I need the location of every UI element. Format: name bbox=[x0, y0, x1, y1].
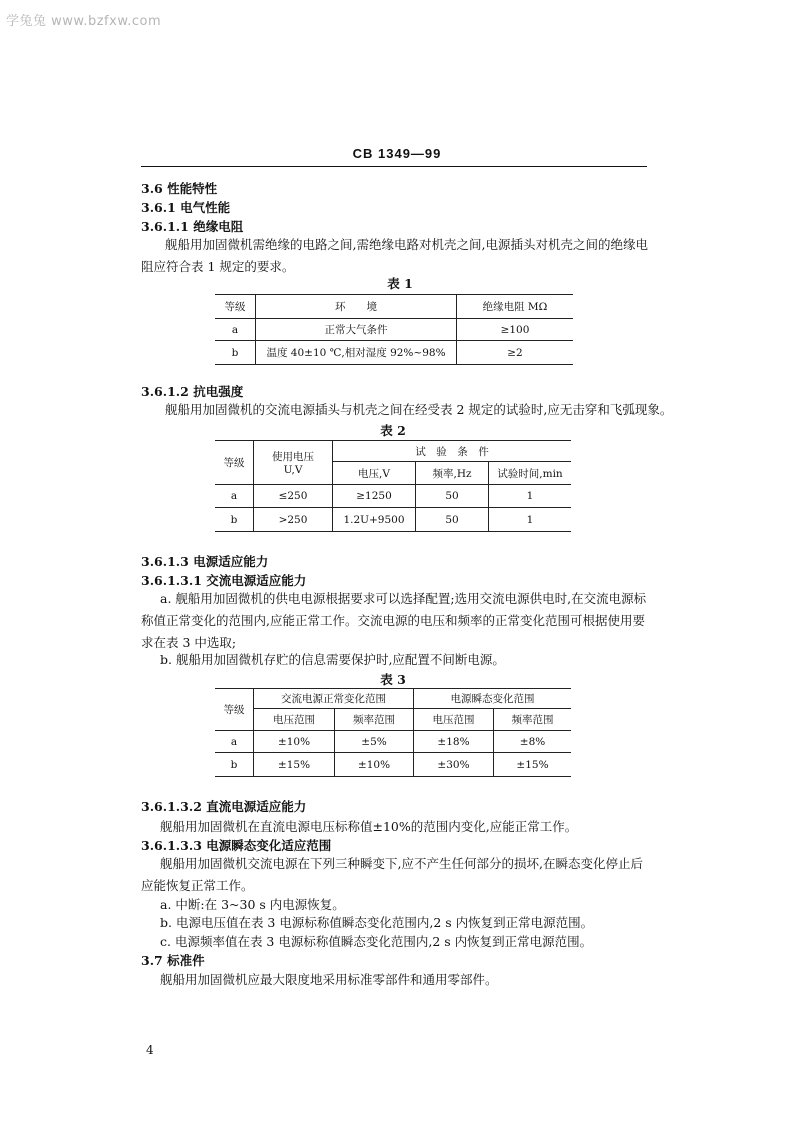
page-number: 4 bbox=[146, 1043, 154, 1057]
table3-cell: ±15% bbox=[494, 753, 572, 777]
table1-cell: ≥2 bbox=[457, 341, 574, 365]
table3-header-grade: 等级 bbox=[215, 689, 254, 731]
table2-cell: ≥1250 bbox=[333, 485, 416, 508]
table3-cell: ±10% bbox=[254, 731, 335, 753]
table3-cell: ±30% bbox=[414, 753, 494, 777]
section-3-6-1-1-text: 舰船用加固微机需绝缘的电路之间,需绝缘电路对机壳之间,电源插头对机壳之间的绝缘电阻应符合表 1 规定的要求。 bbox=[141, 237, 648, 274]
table3-cell: ±8% bbox=[494, 731, 572, 753]
section-3-6-1-3-1-item-a: a. 舰船用加固微机的供电电源根据要求可以选择配置;选用交流电源供电时,在交流电源标称值正常变化的范围内,应能正常工作。交流电源的电压和频率的正常变化范围可根据使用要求在表 3 中选取; bbox=[141, 591, 647, 650]
table2-cell: 1 bbox=[489, 508, 572, 532]
table-row bbox=[215, 731, 571, 753]
section-3-7-heading: 3.7 标准件 bbox=[141, 953, 205, 968]
table1-header-resistance: 绝缘电阻 MΩ bbox=[457, 295, 574, 319]
table2-cell: a bbox=[215, 485, 254, 508]
table1-cell: b bbox=[215, 341, 256, 365]
table2-header-grade: 等级 bbox=[215, 441, 254, 485]
section-3-6-1-3-1-heading: 3.6.1.3.1 交流电源适应能力 bbox=[141, 573, 307, 588]
table-row bbox=[215, 485, 571, 508]
table3 bbox=[215, 688, 571, 777]
table2-header-conditions: 试 验 条 件 bbox=[333, 441, 572, 462]
table3-cell: b bbox=[215, 753, 254, 777]
table2-cell: ≤250 bbox=[254, 485, 333, 508]
section-3-6-1-2-text: 舰船用加固微机的交流电源插头与机壳之间在经受表 2 规定的试验时,应无击穿和飞弧现象。 bbox=[165, 402, 673, 417]
table2-header-voltage-line2: U,V bbox=[283, 464, 303, 476]
table2-cell: b bbox=[215, 508, 254, 532]
table-row bbox=[215, 508, 571, 532]
table2-cell: 1 bbox=[489, 485, 572, 508]
section-3-6-1-3-2-text: 舰船用加固微机在直流电源电压标称值±10%的范围内变化,应能正常工作。 bbox=[160, 819, 578, 834]
watermark: 学兔兔 www.bzfxw.com bbox=[6, 14, 162, 29]
table3-header-normal-range: 交流电源正常变化范围 bbox=[254, 689, 414, 709]
table1-cell: ≥100 bbox=[457, 319, 574, 341]
table2-header-voltage bbox=[254, 441, 333, 485]
table2-cell: 50 bbox=[416, 485, 489, 508]
table-row bbox=[215, 319, 573, 341]
section-3-6-1-1-heading: 3.6.1.1 绝缘电阻 bbox=[141, 219, 244, 234]
table3-cell: ±15% bbox=[254, 753, 335, 777]
section-3-6-1-3-2-heading: 3.6.1.3.2 直流电源适应能力 bbox=[141, 799, 307, 814]
table2 bbox=[215, 440, 571, 532]
table3-caption: 表 3 bbox=[380, 672, 406, 687]
table3-header-transient-range: 电源瞬态变化范围 bbox=[414, 689, 572, 709]
section-3-6-1-3-3-item-a: a. 中断:在 3~30 s 内电源恢复。 bbox=[160, 897, 345, 912]
table3-subheader-voltage: 电压范围 bbox=[254, 709, 335, 731]
table3-cell: ±10% bbox=[335, 753, 414, 777]
table1-cell: 正常大气条件 bbox=[256, 319, 457, 341]
table1 bbox=[215, 294, 573, 365]
section-3-6-1-3-3-item-c: c. 电源频率值在表 3 电源标称值瞬态变化范围内,2 s 内恢复到正常电源范围。 bbox=[160, 934, 593, 949]
section-3-6-1-3-3-item-b: b. 电源电压值在表 3 电源标称值瞬态变化范围内,2 s 内恢复到正常电源范围。 bbox=[160, 915, 594, 930]
table3-cell: a bbox=[215, 731, 254, 753]
section-3-6-1-3-3-text: 舰船用加固微机交流电源在下列三种瞬变下,应不产生任何部分的损坏,在瞬态变化停止后应能恢复正常工作。 bbox=[141, 856, 643, 893]
table2-subheader-frequency: 频率,Hz bbox=[416, 462, 489, 485]
table2-cell: 1.2U+9500 bbox=[333, 508, 416, 532]
table3-subheader-frequency: 频率范围 bbox=[335, 709, 414, 731]
section-3-6-heading: 3.6 性能特性 bbox=[141, 181, 218, 196]
table1-caption: 表 1 bbox=[387, 276, 413, 291]
table3-subheader-voltage: 电压范围 bbox=[414, 709, 494, 731]
table3-cell: ±5% bbox=[335, 731, 414, 753]
section-3-7-text: 舰船用加固微机应最大限度地采用标准零部件和通用零部件。 bbox=[160, 972, 498, 987]
table3-cell: ±18% bbox=[414, 731, 494, 753]
table2-cell: >250 bbox=[254, 508, 333, 532]
section-3-6-1-2-heading: 3.6.1.2 抗电强度 bbox=[141, 384, 244, 399]
table1-cell: a bbox=[215, 319, 256, 341]
section-3-6-1-3-heading: 3.6.1.3 电源适应能力 bbox=[141, 554, 269, 569]
table2-subheader-duration: 试验时间,min bbox=[489, 462, 572, 485]
table3-subheader-frequency: 频率范围 bbox=[494, 709, 572, 731]
table-row bbox=[215, 753, 571, 777]
standard-code-header: CB 1349—99 bbox=[352, 146, 442, 161]
table2-cell: 50 bbox=[416, 508, 489, 532]
table-row bbox=[215, 341, 573, 365]
section-3-6-1-3-3-heading: 3.6.1.3.3 电源瞬态变化适应范围 bbox=[141, 838, 332, 853]
table2-caption: 表 2 bbox=[380, 423, 406, 438]
table1-header-environment: 环 境 bbox=[256, 295, 457, 319]
section-3-6-1-heading: 3.6.1 电气性能 bbox=[141, 200, 231, 215]
table2-header-voltage-line1: 使用电压 bbox=[272, 451, 314, 463]
table2-subheader-voltage: 电压,V bbox=[333, 462, 416, 485]
table1-header-grade: 等级 bbox=[215, 295, 256, 319]
section-3-6-1-3-1-item-b: b. 舰船用加固微机存贮的信息需要保护时,应配置不间断电源。 bbox=[160, 652, 505, 667]
header-rule bbox=[141, 166, 647, 167]
table1-cell: 温度 40±10 ℃,相对湿度 92%~98% bbox=[256, 341, 457, 365]
